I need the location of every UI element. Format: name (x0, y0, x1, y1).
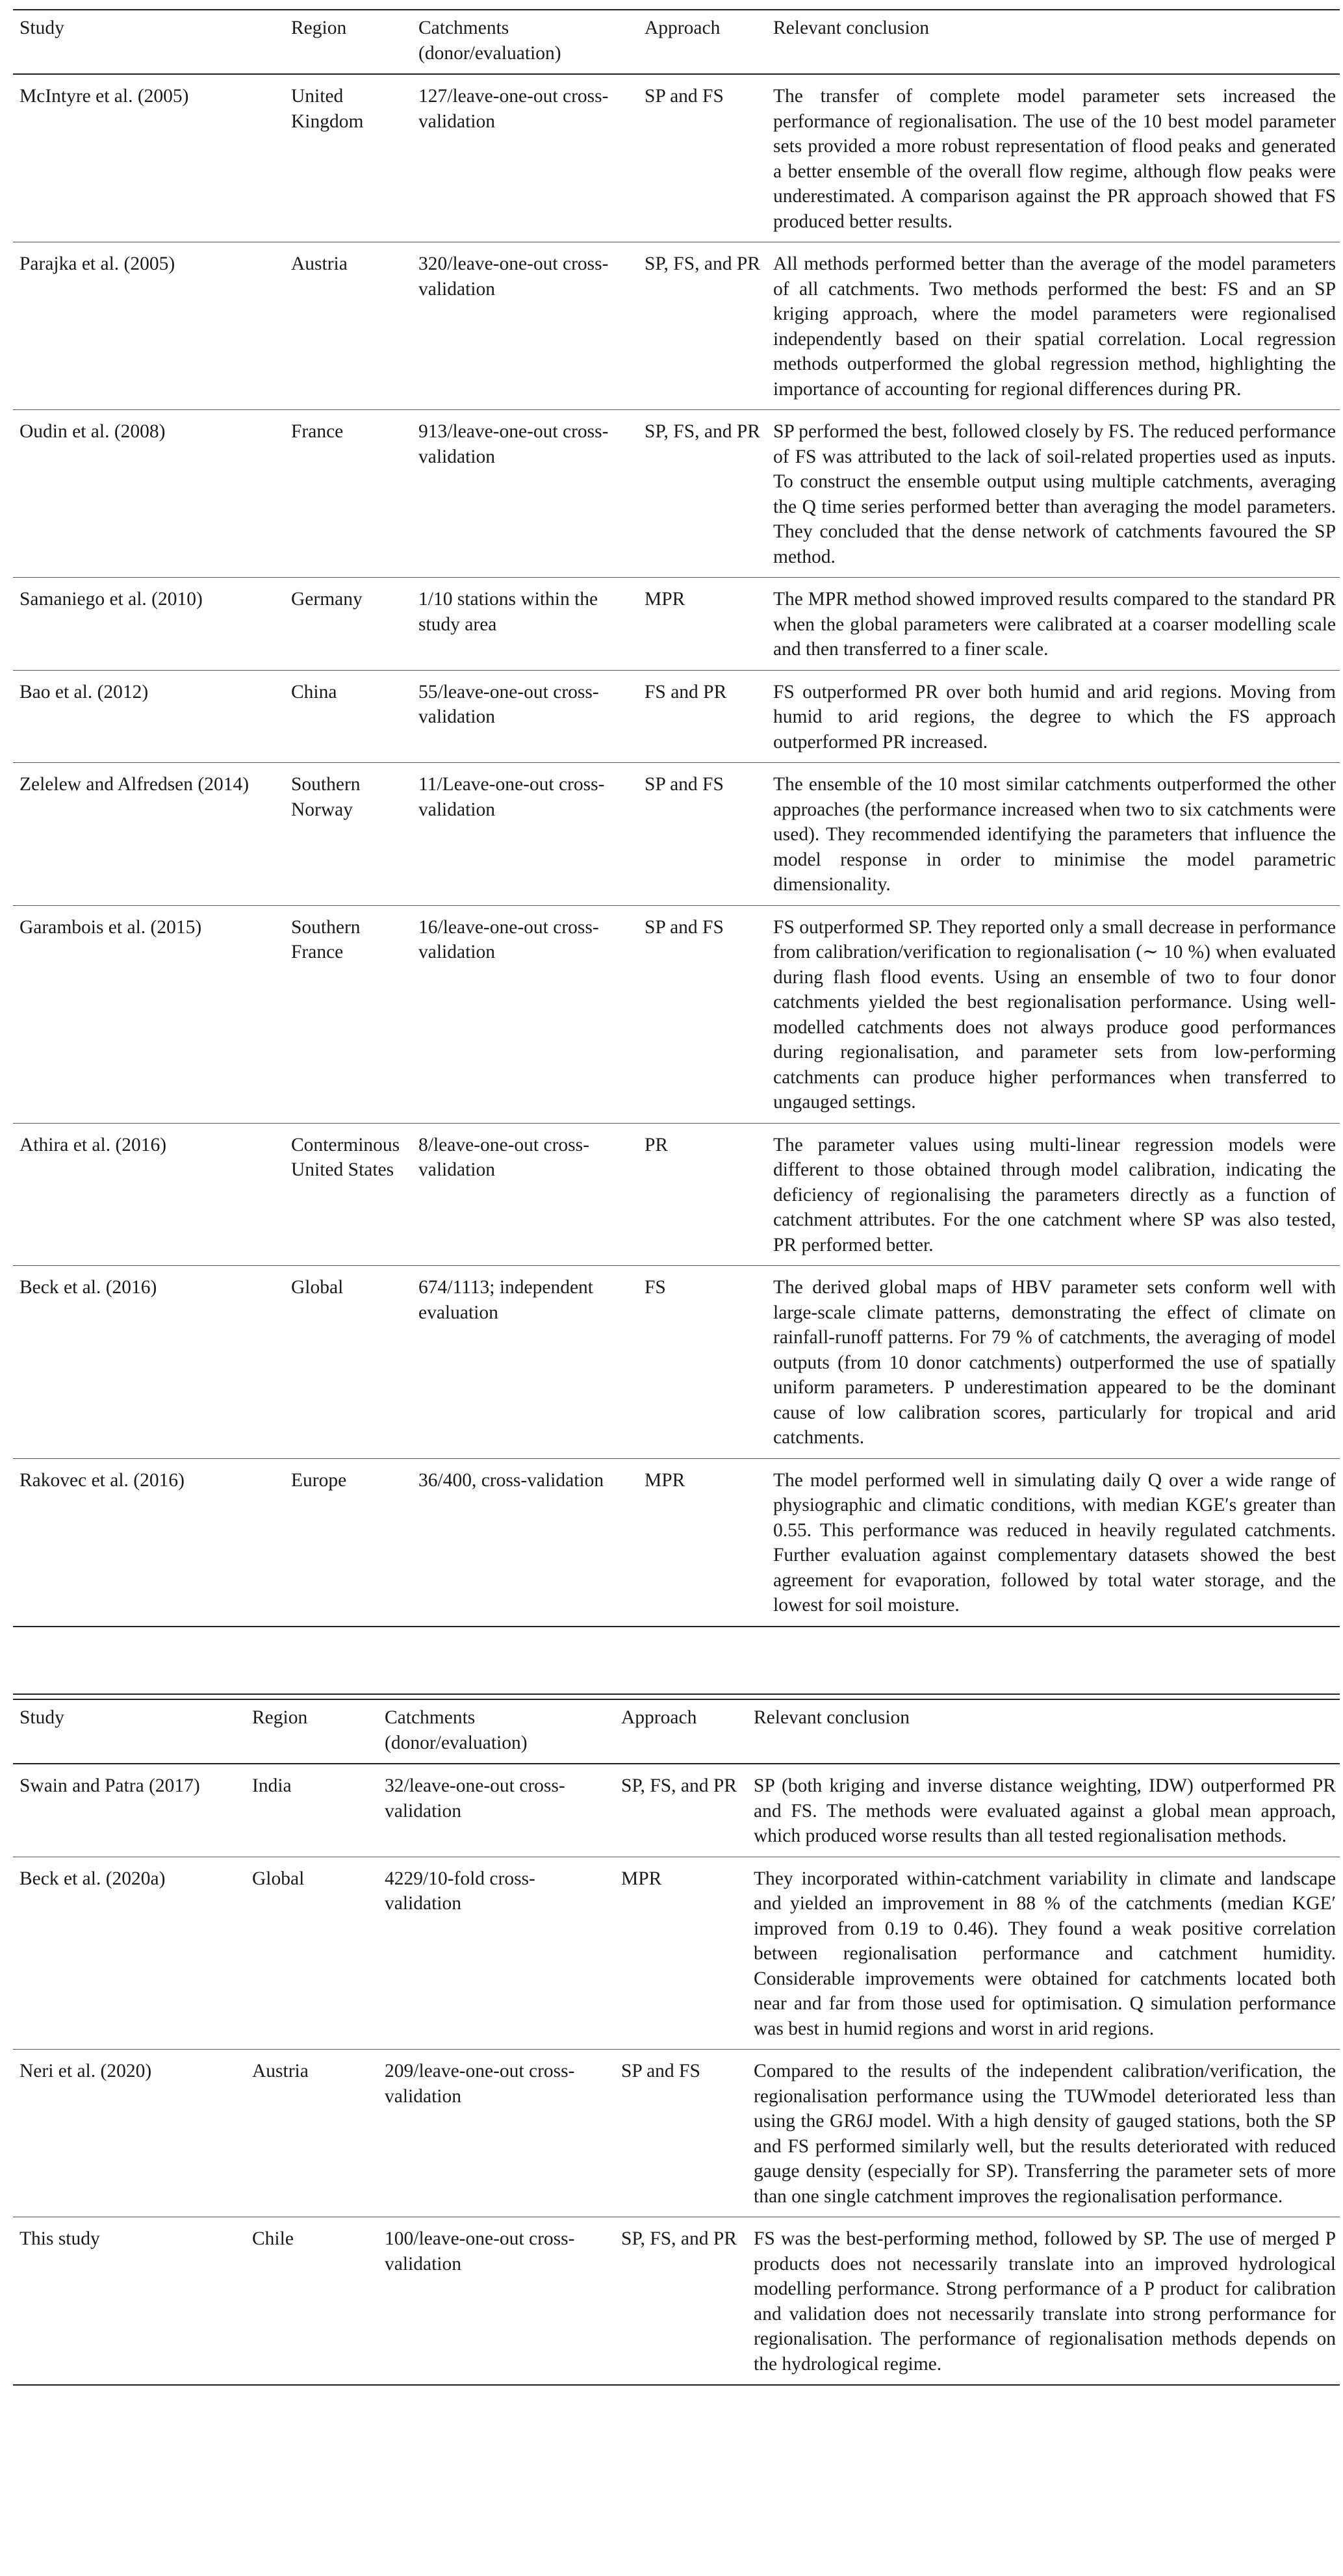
cell-region: Southern France (285, 905, 412, 1123)
cell-conclusion: The model performed well in simulating daily Q over a wide range of physiographic and climatic conditions, with median KGE′s greater than 0.55. This performance was reduced in heavily regulated catchments. Further evaluation against complementary datasets showed the best agreement for evaporation, followed by total water storage, and the lowest for soil moisture. (773, 1469, 1336, 1616)
cell-catchments: 4229/10-fold cross-validation (378, 1857, 615, 2050)
table-row (13, 1857, 1340, 2050)
cell-approach: FS (638, 1266, 767, 1459)
cell-approach: PR (638, 1123, 767, 1266)
cell-catchments: 1/10 stations within the study area (412, 578, 638, 671)
cell-study: Swain and Patra (2017) (13, 1764, 246, 1857)
cell-region: Global (285, 1266, 412, 1459)
cell-catchments: 36/400, cross-validation (418, 1469, 604, 1491)
review-table-part-1 (13, 9, 1340, 1627)
cell-approach: SP, FS, and PR (638, 410, 767, 578)
table-row (13, 2050, 1340, 2217)
cell-catchments: 8/leave-one-out cross-validation (412, 1123, 638, 1266)
table-header-row (13, 10, 1340, 74)
cell-catchments: 320/leave-one-out cross-validation (412, 242, 638, 410)
cell-study: Zelelew and Alfredsen (2014) (13, 763, 285, 906)
cell-catchments: 11/Leave-one-out cross-validation (412, 763, 638, 906)
cell-approach: MPR (615, 1857, 747, 2050)
cell-study: Beck et al. (2016) (13, 1266, 285, 1459)
cell-study: Athira et al. (2016) (13, 1123, 285, 1266)
table-row (13, 763, 1340, 906)
table-row (13, 578, 1340, 671)
table-row (13, 1764, 1340, 1857)
cell-region: Europe (291, 1469, 347, 1491)
cell-catchments: 55/leave-one-out cross-validation (412, 670, 638, 763)
cell-study: Samaniego et al. (2010) (13, 578, 285, 671)
header-region: Region (285, 10, 412, 74)
table-continuation-divider (13, 1694, 1340, 1695)
cell-catchments: 32/leave-one-out cross-validation (378, 1764, 615, 1857)
cell-approach: MPR (645, 1469, 685, 1491)
table-row (13, 242, 1340, 410)
cell-approach: SP and FS (615, 2050, 747, 2217)
cell-region: Chile (252, 2228, 294, 2249)
cell-study: Rakovec et al. (2016) (19, 1469, 185, 1491)
cell-conclusion: FS was the best-performing method, followed by SP. The use of merged P products does not necessarily translate into an improved hydrological modelling performance. Strong performance of a P product for calibration and validation does not necessarily translate into strong performance for regionalisation. The performance of regionalisation methods depends on the hydrological regime. (754, 2228, 1336, 2375)
cell-region: Southern Norway (285, 763, 412, 906)
cell-catchments: 674/1113; independent evaluation (412, 1266, 638, 1459)
cell-approach: FS and PR (638, 670, 767, 763)
cell-conclusion: FS outperformed PR over both humid and arid regions. Moving from humid to arid regions, the degree to which the FS approach outperformed PR increased. (767, 670, 1340, 763)
cell-study: Garambois et al. (2015) (13, 905, 285, 1123)
header-conclusion: Relevant conclusion (767, 10, 1340, 74)
header-conclusion: Relevant conclusion (747, 1699, 1340, 1764)
cell-region: Austria (246, 2050, 378, 2217)
cell-conclusion: The ensemble of the 10 most similar catchments outperformed the other approaches (the performance increased when two to six catchments were used). They recommended identifying the parameters that influence the model response in order to minimise the model parametric dimensionality. (767, 763, 1340, 906)
cell-study: Parajka et al. (2005) (13, 242, 285, 410)
table-row (13, 1266, 1340, 1459)
table-row (13, 1458, 1340, 1627)
header-catchments: Catchments (donor/evaluation) (378, 1699, 615, 1764)
header-approach: Approach (638, 10, 767, 74)
cell-conclusion: SP performed the best, followed closely by FS. The reduced performance of FS was attributed to the lack of soil-related properties used as inputs. To construct the ensemble output using multiple catchments, averaging the Q time series performed better than averaging the model parameters. They concluded that the dense network of catchments favoured the SP method. (767, 410, 1340, 578)
cell-approach: SP and FS (638, 763, 767, 906)
cell-region: India (246, 1764, 378, 1857)
cell-study: McIntyre et al. (2005) (13, 74, 285, 242)
cell-study: This study (19, 2228, 100, 2249)
cell-approach: SP, FS, and PR (638, 242, 767, 410)
cell-region: Conterminous United States (285, 1123, 412, 1266)
header-region: Region (246, 1699, 378, 1764)
cell-study: Beck et al. (2020a) (13, 1857, 246, 2050)
table-row (13, 410, 1340, 578)
cell-catchments: 16/leave-one-out cross-validation (412, 905, 638, 1123)
cell-conclusion: The parameter values using multi-linear regression models were different to those obtained through model calibration, indicating the deficiency of regionalising the parameters directly as a function of catchment attributes. For the one catchment where SP was also tested, PR performed better. (767, 1123, 1340, 1266)
cell-approach: SP, FS, and PR (615, 1764, 747, 1857)
cell-study: Bao et al. (2012) (13, 670, 285, 763)
cell-catchments: 913/leave-one-out cross-validation (412, 410, 638, 578)
header-study: Study (13, 1699, 246, 1764)
table-row (13, 905, 1340, 1123)
cell-catchments: 209/leave-one-out cross-validation (378, 2050, 615, 2217)
cell-region: United Kingdom (285, 74, 412, 242)
cell-conclusion: The MPR method showed improved results compared to the standard PR when the global parameters were calibrated at a coarser modelling scale and then transferred to a finer scale. (767, 578, 1340, 671)
cell-conclusion: The derived global maps of HBV parameter sets conform well with large-scale climate patterns, demonstrating the effect of climate on rainfall-runoff patterns. For 79 % of catchments, the averaging of model outputs (from 10 donor catchments) outperformed the use of spatially uniform parameters. P underestimation appeared to be the dominant cause of low calibration scores, particularly for tropical and arid catchments. (767, 1266, 1340, 1459)
cell-approach: SP and FS (638, 905, 767, 1123)
cell-conclusion: Compared to the results of the independent calibration/verification, the regionalisation performance using the TUWmodel deteriorated less than using the GR6J model. With a high density of gauged stations, both the SP and FS performed similarly well, but the results deteriorated with reduced gauge density (especially for SP). Transferring the parameter sets of more than one single catchment improves the regionalisation performance. (747, 2050, 1340, 2217)
cell-region: Germany (285, 578, 412, 671)
table-row (13, 670, 1340, 763)
cell-region: France (285, 410, 412, 578)
cell-catchments: 100/leave-one-out cross-validation (385, 2228, 575, 2274)
cell-approach: SP, FS, and PR (621, 2228, 737, 2249)
header-catchments: Catchments (donor/evaluation) (412, 10, 638, 74)
header-approach: Approach (615, 1699, 747, 1764)
cell-approach: MPR (638, 578, 767, 671)
table-header-row (13, 1699, 1340, 1764)
header-study: Study (13, 10, 285, 74)
review-table-part-2 (13, 1699, 1340, 2386)
cell-region: China (285, 670, 412, 763)
table-row (13, 1123, 1340, 1266)
cell-approach: SP and FS (638, 74, 767, 242)
cell-conclusion: FS outperformed SP. They reported only a small decrease in performance from calibration/verification to regionalisation (∼ 10 %) when evaluated during flash flood events. Using an ensemble of two to four donor catchments yielded the best regionalisation performance. Using well-modelled catchments does not always produce good performances during regionalisation, and parameter sets from low-performing catchments can produce higher performances when transferred to ungauged settings. (767, 905, 1340, 1123)
cell-study: Oudin et al. (2008) (13, 410, 285, 578)
table-row (13, 74, 1340, 242)
cell-study: Neri et al. (2020) (13, 2050, 246, 2217)
cell-conclusion: All methods performed better than the average of the model parameters of all catchments. Two methods performed the best: FS and an SP kriging approach, where the model parameters were regionalised independently based on their spatial correlation. Local regression methods outperformed the global regression method, highlighting the importance of accounting for regional differences during PR. (767, 242, 1340, 410)
cell-conclusion: SP (both kriging and inverse distance weighting, IDW) outperformed PR and FS. The methods were evaluated against a global mean approach, which produced worse results than all tested regionalisation methods. (747, 1764, 1340, 1857)
cell-catchments: 127/leave-one-out cross-validation (412, 74, 638, 242)
cell-region: Austria (285, 242, 412, 410)
cell-region: Global (246, 1857, 378, 2050)
table-row (13, 2217, 1340, 2386)
cell-conclusion: They incorporated within-catchment variability in climate and landscape and yielded an improvement in 88 % of the catchments (median KGE′ improved from 0.19 to 0.46). They found a weak positive correlation between regionalisation performance and catchment humidity. Considerable improvements were obtained for catchments located both near and far from those used for optimisation. Q simulation performance was best in humid regions and worst in arid regions. (747, 1857, 1340, 2050)
cell-conclusion: The transfer of complete model parameter sets increased the performance of regionalisation. The use of the 10 best model parameter sets provided a more robust representation of flood peaks and generated a better ensemble of the overall flow regime, although flow peaks were underestimated. A comparison against the PR approach showed that FS produced better results. (767, 74, 1340, 242)
